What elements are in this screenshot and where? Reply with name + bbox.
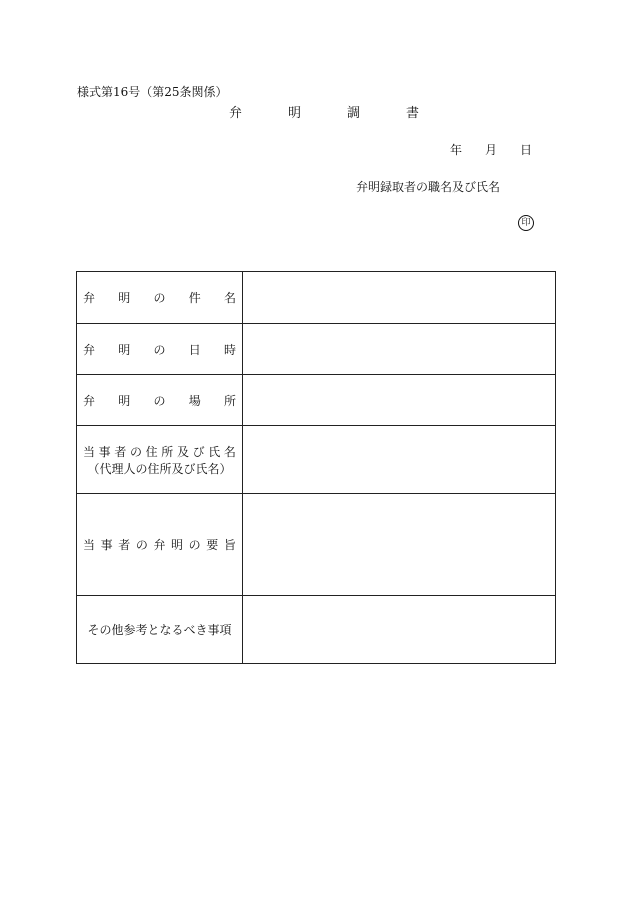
day-label: 日 — [519, 143, 532, 157]
date-time-field[interactable] — [243, 324, 556, 375]
table-row — [77, 596, 556, 664]
case-name-field[interactable] — [243, 272, 556, 324]
title-char: 書 — [405, 106, 419, 121]
table-row — [77, 324, 556, 375]
month-label: 月 — [484, 143, 497, 157]
title-char: 調 — [346, 106, 360, 121]
row-label-case-name: 弁 明 の 件 名 — [77, 272, 243, 324]
row-label-explanation-summary: 当 事 者 の 弁 明 の 要 旨 — [77, 494, 243, 596]
party-address-field[interactable] — [243, 426, 556, 494]
table-row — [77, 272, 556, 324]
table-row — [77, 426, 556, 494]
year-label: 年 — [450, 143, 463, 157]
other-notes-field[interactable] — [243, 596, 556, 664]
seal-icon: 印 — [518, 215, 534, 231]
title-char: 弁 — [229, 106, 243, 121]
table-row — [77, 494, 556, 596]
table-row — [77, 375, 556, 426]
form-number: 様式第16号（第25条関係） — [77, 85, 228, 99]
title-char: 明 — [287, 106, 301, 121]
date-line — [450, 141, 532, 158]
place-field[interactable] — [243, 375, 556, 426]
row-label-other-notes: その他参考となるべき事項 — [77, 596, 243, 664]
row-label-place: 弁 明 の 場 所 — [77, 375, 243, 426]
document-title — [229, 102, 419, 121]
agent-sub-label: （代理人の住所及び氏名） — [87, 461, 232, 476]
recorder-label: 弁明録取者の職名及び氏名 — [356, 180, 501, 194]
row-label-date-time: 弁 明 の 日 時 — [77, 324, 243, 375]
record-table — [76, 271, 556, 664]
explanation-summary-field[interactable] — [243, 494, 556, 596]
row-label-party-address: 当 事 者 の 住 所 及 び 氏 名 （代理人の住所及び氏名） — [77, 426, 243, 494]
